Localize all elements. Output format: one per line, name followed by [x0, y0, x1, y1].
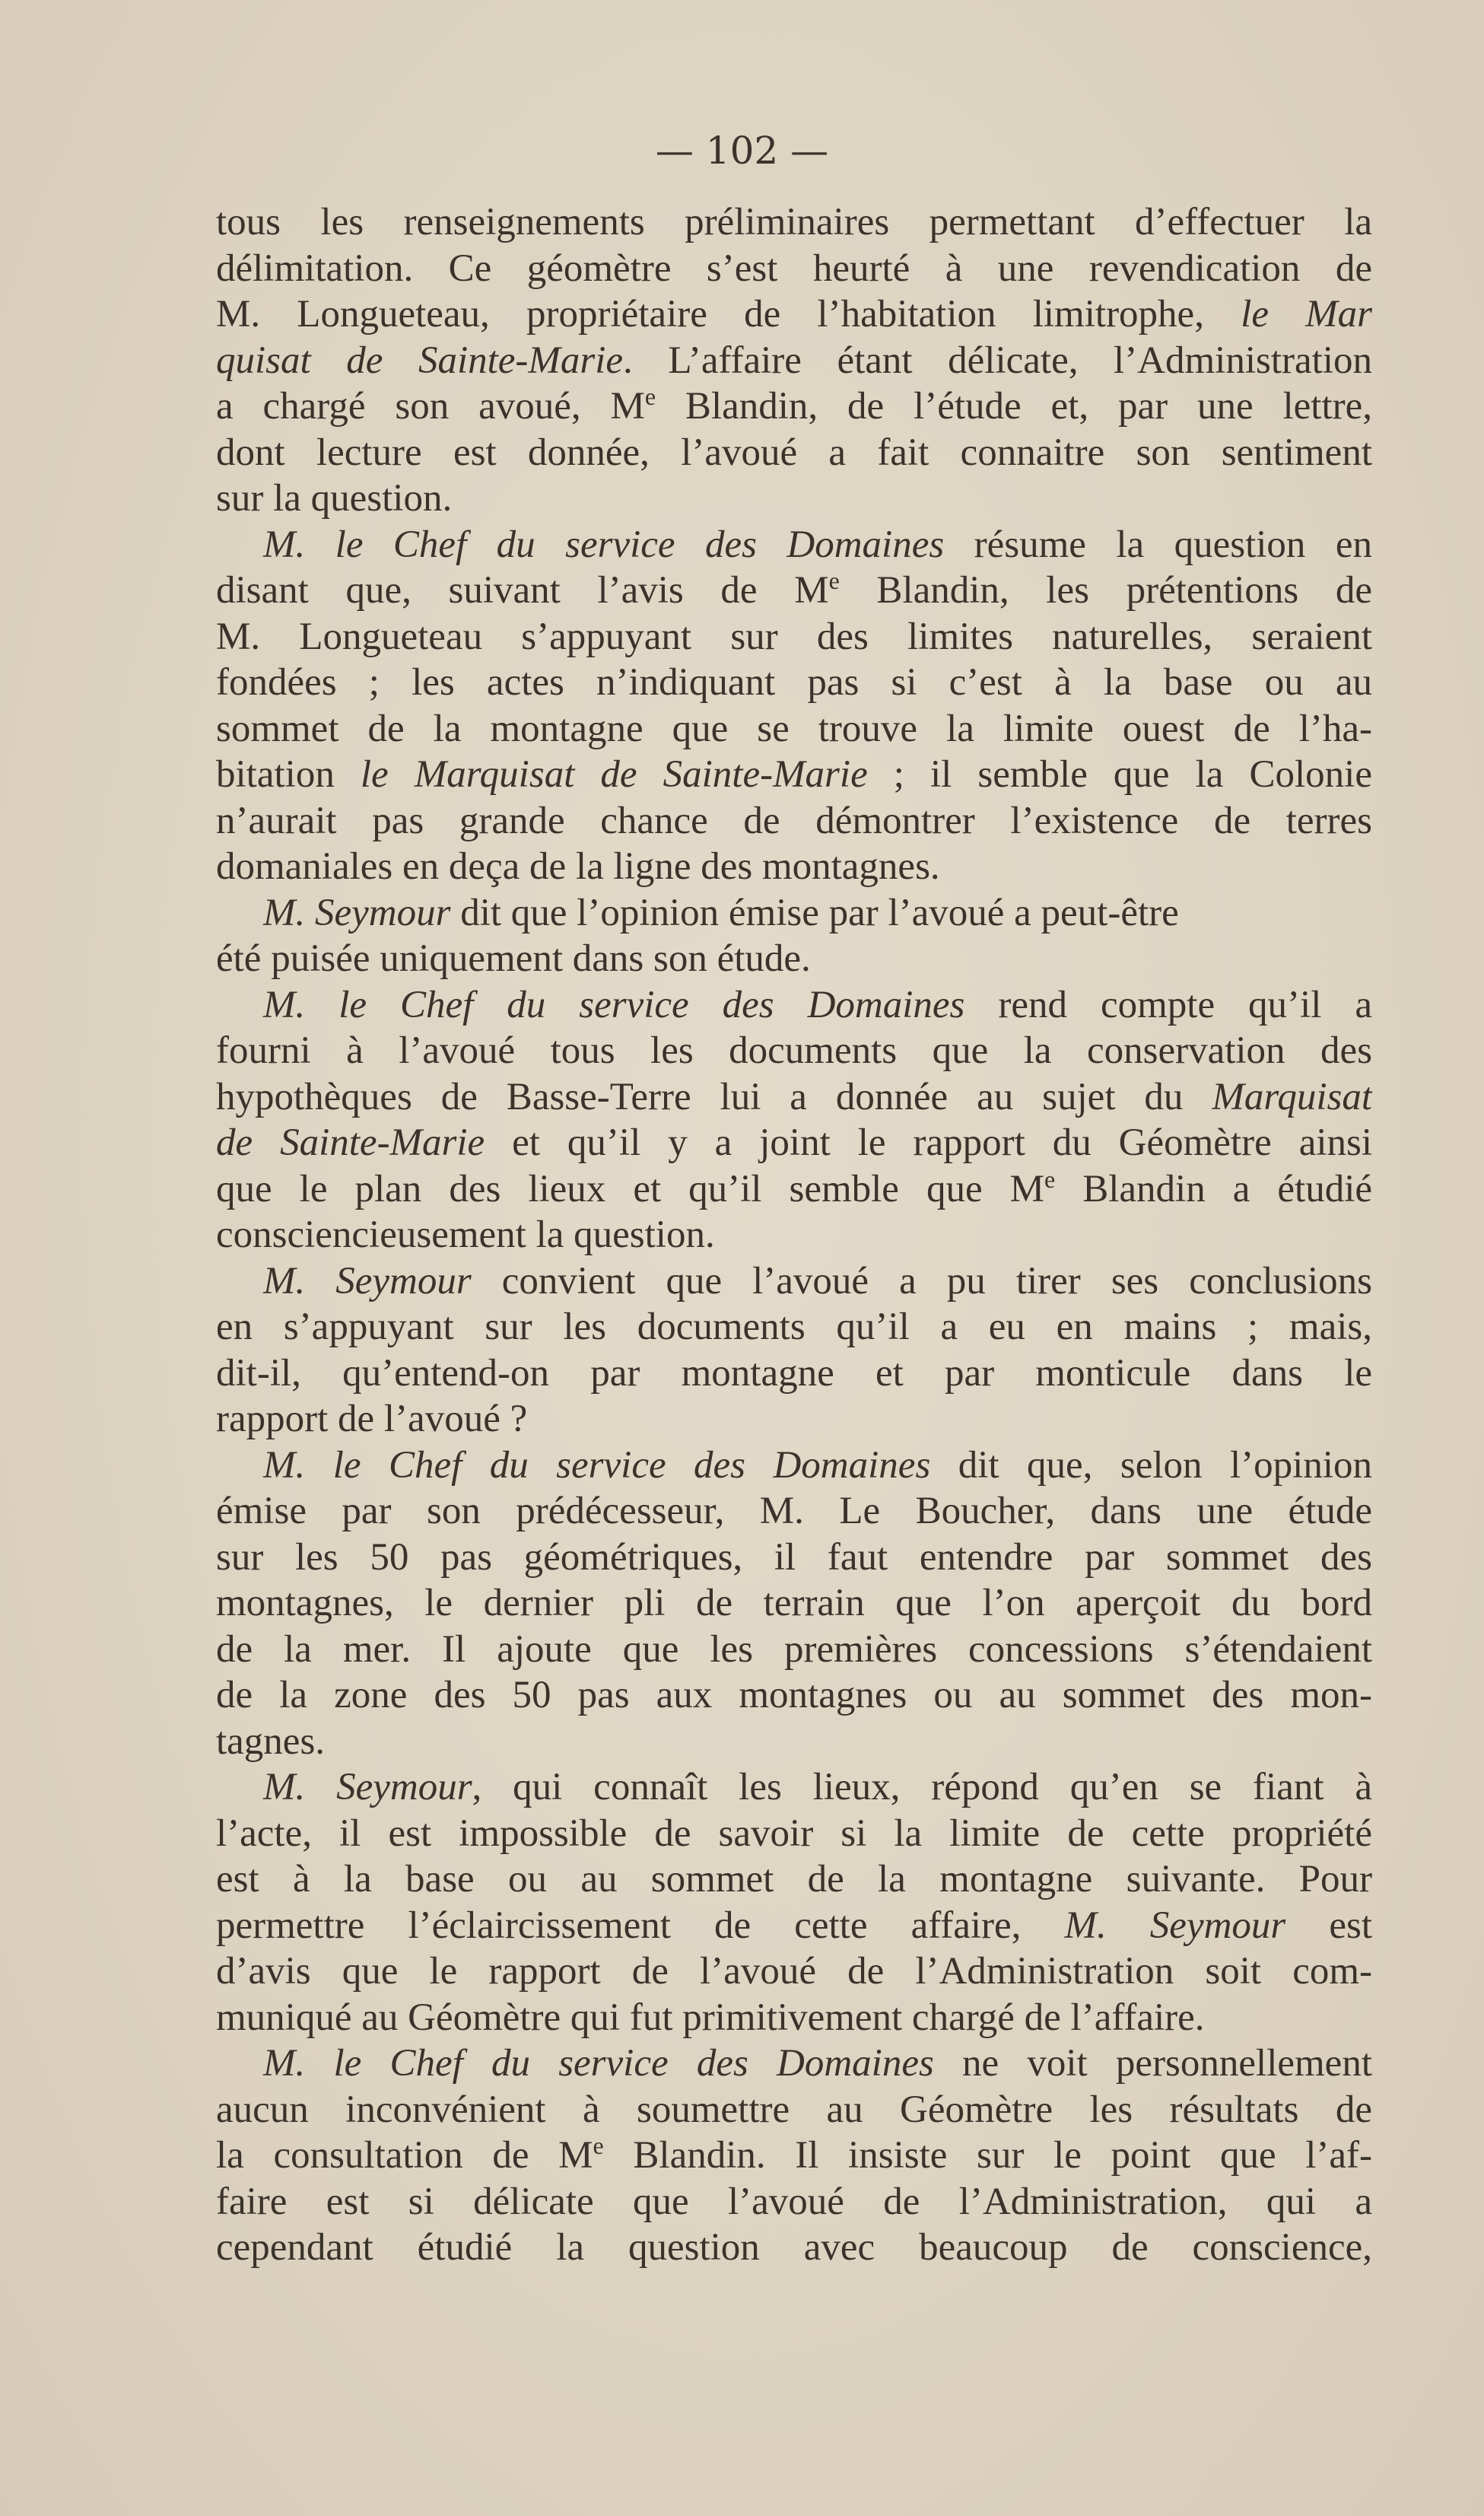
text-segment: cependant étudié la question avec beaucoup de conscience, — [216, 2226, 1372, 2269]
text-line — [216, 2133, 1372, 2179]
text-segment: en s’appuyant sur les documents qu’il a eu en mains ; mais, — [216, 1306, 1372, 1348]
text-segment: l’acte, il est impossible de savoir si la limite de cette propriété — [216, 1811, 1372, 1855]
body-text — [216, 199, 1372, 2271]
italic-text: Marquisat — [1212, 1075, 1372, 1118]
text-segment: été puisée uniquement dans son étude. — [216, 937, 811, 980]
text-segment: tagnes. — [216, 1719, 326, 1763]
text-line — [216, 199, 1372, 246]
text-segment: dit que l’opinion émise par l’avoué a peut-être — [450, 891, 1179, 934]
text-line — [216, 2225, 1372, 2271]
italic-text: M. Seymour — [263, 891, 451, 934]
text-segment: fondées ; les actes n’indiquant pas si c’est à la base ou au — [216, 661, 1372, 704]
text-line — [216, 1764, 1372, 1811]
text-line — [216, 706, 1372, 752]
text-segment: fourni à l’avoué tous les documents que la conservation des — [216, 1029, 1372, 1072]
text-line — [216, 1212, 1372, 1258]
text-line — [216, 476, 1372, 522]
text-segment: de la zone des 50 pas aux montagnes ou au sommet des mon- — [216, 1674, 1372, 1716]
text-segment: disant que, suivant l’avis de M — [216, 569, 829, 612]
text-segment: M. Longueteau, propriétaire de l’habitation limitrophe, — [216, 293, 1241, 336]
text-segment: délimitation. Ce géomètre s’est heurté à une revendication de — [216, 247, 1372, 290]
text-segment: que le plan des lieux et qu’il semble que M — [216, 1167, 1044, 1210]
text-segment: ne voit personnellement — [933, 2042, 1372, 2085]
text-segment: rapport de l’avoué ? — [216, 1398, 528, 1440]
text-segment: , qui connaît les lieux, répond qu’en se fiant à — [472, 1766, 1372, 1808]
text-line — [216, 1074, 1372, 1121]
superscript: e — [593, 2133, 604, 2159]
text-line — [216, 291, 1372, 338]
page-number: — 102 — — [655, 129, 829, 173]
text-segment: bitation — [216, 753, 361, 796]
text-segment: dit que, selon l’opinion — [930, 1443, 1372, 1487]
text-line — [216, 1856, 1372, 1903]
text-segment: montagnes, le dernier pli de terrain que l’on aperçoit du bord — [216, 1582, 1372, 1624]
text-segment: hypothèques de Basse-Terre lui a donnée au sujet du — [216, 1075, 1212, 1118]
text-segment: émise par son prédécesseur, M. Le Boucher, dans une étude — [216, 1490, 1372, 1532]
text-segment: faire est si délicate que l’avoué de l’Administration, qui a — [216, 2180, 1372, 2223]
italic-text: le Mar — [1241, 293, 1372, 336]
text-line — [216, 660, 1372, 706]
text-line — [216, 1627, 1372, 1673]
text-line — [216, 1811, 1372, 1857]
text-segment: M. Longueteau s’appuyant sur des limites naturelles, seraient — [216, 615, 1372, 658]
text-segment: Blandin, les prétentions de — [839, 569, 1372, 612]
italic-text: M. Seymour — [263, 1766, 472, 1808]
text-line — [216, 890, 1372, 937]
text-segment: sommet de la montagne que se trouve la limite ouest de l’ha- — [216, 707, 1372, 750]
text-line — [216, 2040, 1372, 2087]
text-line — [216, 752, 1372, 798]
text-line — [216, 1672, 1372, 1719]
text-line — [216, 1948, 1372, 1995]
italic-text: de Sainte-Marie — [216, 1121, 485, 1164]
text-segment: tous les renseignements préliminaires permettant d’effectuer la — [216, 201, 1372, 243]
text-line — [216, 1258, 1372, 1305]
text-line — [216, 844, 1372, 890]
text-line — [216, 936, 1372, 982]
text-segment: convient que l’avoué a pu tirer ses conclusions — [471, 1259, 1372, 1303]
text-segment: domaniales en deça de la ligne des montagnes. — [216, 845, 940, 888]
text-segment: ; il semble que la Colonie — [867, 753, 1372, 796]
text-line — [216, 1028, 1372, 1074]
text-line — [216, 1995, 1372, 2041]
italic-text: M. Seymour — [1064, 1904, 1286, 1947]
text-line — [216, 568, 1372, 614]
text-line — [216, 383, 1372, 430]
italic-text: quisat de Sainte-Marie — [216, 339, 624, 382]
text-segment: de la mer. Il ajoute que les premières concessions s’étendaient — [216, 1627, 1372, 1671]
text-segment: aucun inconvénient à soumettre au Géomètre les résultats de — [216, 2088, 1372, 2131]
text-segment: et qu’il y a joint le rapport du Géomètre ainsi — [485, 1121, 1372, 1164]
text-line — [216, 338, 1372, 384]
text-segment: dont lecture est donnée, l’avoué a fait connaitre son sentiment — [216, 431, 1372, 474]
text-line — [216, 982, 1372, 1029]
italic-text: M. le Chef du service des Domaines — [263, 1443, 931, 1487]
text-line — [216, 1488, 1372, 1535]
text-segment: Blandin. Il insiste sur le point que l’af- — [603, 2134, 1372, 2177]
text-segment: sur la question. — [216, 477, 453, 520]
text-line — [216, 1903, 1372, 1949]
text-segment: n’aurait pas grande chance de démontrer l’existence de terres — [216, 799, 1372, 842]
superscript: e — [644, 383, 656, 410]
italic-text: M. le Chef du service des Domaines — [263, 983, 965, 1026]
text-segment: consciencieusement la question. — [216, 1213, 715, 1256]
text-line — [216, 2179, 1372, 2225]
text-line — [216, 1166, 1372, 1213]
italic-text: M. le Chef du service des Domaines — [263, 2042, 934, 2085]
text-line — [216, 1719, 1372, 1765]
text-line — [216, 798, 1372, 844]
italic-text: M. Seymour — [263, 1259, 472, 1303]
text-line — [216, 430, 1372, 476]
superscript: e — [828, 568, 840, 594]
text-segment: Blandin a étudié — [1055, 1167, 1372, 1210]
text-segment: est à la base ou au sommet de la montagne suivante. Pour — [216, 1858, 1372, 1901]
text-line — [216, 522, 1372, 568]
text-segment: sur les 50 pas géométriques, il faut entendre par sommet des — [216, 1535, 1372, 1579]
text-segment: résume la question en — [944, 523, 1372, 566]
text-line — [216, 1304, 1372, 1350]
text-segment: d’avis que le rapport de l’avoué de l’Administration soit com- — [216, 1950, 1372, 1993]
italic-text: le Marquisat de Sainte-Marie — [360, 753, 868, 796]
text-segment: dit-il, qu’entend-on par montagne et par monticule dans le — [216, 1351, 1372, 1395]
text-line — [216, 1580, 1372, 1627]
text-line — [216, 1120, 1372, 1166]
text-line — [216, 1350, 1372, 1397]
text-line — [216, 1535, 1372, 1581]
text-segment: a chargé son avoué, M — [216, 385, 645, 428]
text-line — [216, 1442, 1372, 1489]
text-line — [216, 246, 1372, 292]
text-segment: est — [1285, 1904, 1372, 1947]
text-segment: . L’affaire étant délicate, l’Administration — [623, 339, 1372, 382]
superscript: e — [1044, 1166, 1056, 1193]
text-line — [216, 2087, 1372, 2133]
text-segment: la consultation de M — [216, 2134, 593, 2177]
text-segment: muniqué au Géomètre qui fut primitivement chargé de l’affaire. — [216, 1996, 1205, 2039]
text-segment: rend compte qu’il a — [964, 983, 1372, 1026]
text-line — [216, 614, 1372, 660]
text-line — [216, 1396, 1372, 1442]
text-segment: Blandin, de l’étude et, par une lettre, — [656, 385, 1372, 428]
text-segment: permettre l’éclaircissement de cette affaire, — [216, 1904, 1065, 1947]
italic-text: M. le Chef du service des Domaines — [263, 523, 945, 566]
